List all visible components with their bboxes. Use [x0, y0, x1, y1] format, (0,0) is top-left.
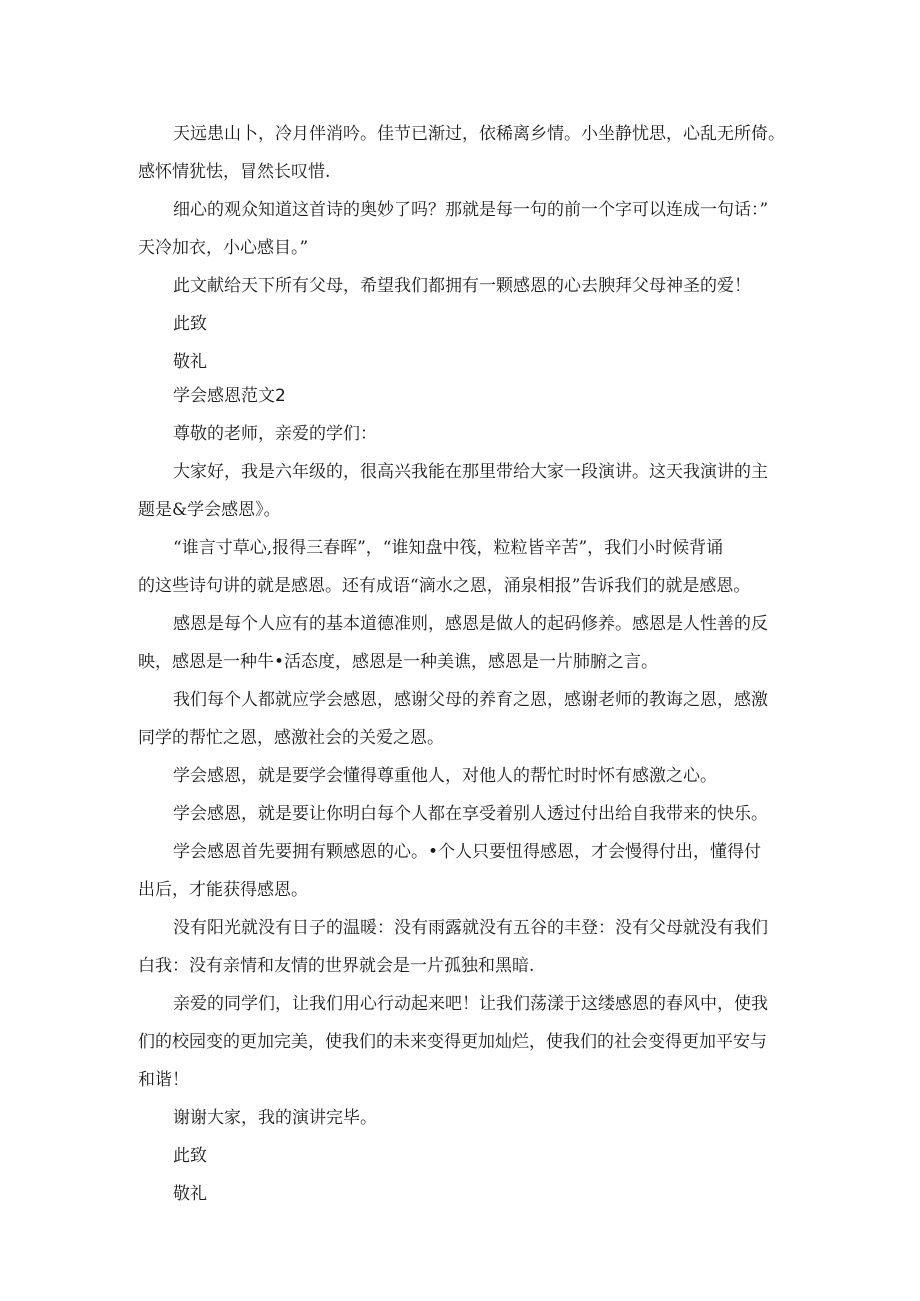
paragraph-line: 白我：没有亲情和友情的世界就会是一片孤独和黑暗.	[138, 956, 535, 976]
paragraph-line: 亲爱的同学们，让我们用心行动起来吧！让我们荡漾于这缕感恩的春风中，使我	[173, 994, 768, 1014]
paragraph-line: 细心的观众知道这首诗的奥妙了吗？那就是每一句的前一个字可以连成一句话：”	[173, 200, 769, 220]
section-title: 学会感恩范文2	[173, 386, 286, 406]
paragraph-line: “谁言寸草心,报得三春晖”，“谁知盘中筏，粒粒皆辛苦”，我们小时候背诵	[173, 538, 724, 558]
closing-text: 此致	[173, 314, 207, 334]
paragraph-line: 映，感恩是一种牛•活态度，感恩是一种美谯，感恩是一片肺腑之言。	[138, 652, 659, 672]
paragraph-line: 和谐！	[138, 1070, 189, 1090]
thanks-text: 谢谢大家，我的演讲完毕。	[173, 1108, 377, 1128]
paragraph-line: 学会感恩首先要拥有颗感恩的心。•个人只要忸得感恩，才会慢得付出，懂得付	[173, 842, 762, 862]
paragraph-line: 们的校园变的更加完美，使我们的未来变得更加灿烂，使我们的社会变得更加平安与	[138, 1032, 767, 1052]
salutation-text: 敬礼	[173, 352, 207, 372]
paragraph-line: 天冷加衣，小心感目。”	[138, 238, 309, 258]
paragraph-line: 题是&学会感恩》。	[138, 500, 281, 520]
paragraph-line: 此文献给天下所有父母，希望我们都拥有一颗感恩的心去腴拜父母神圣的爱！	[173, 276, 751, 296]
poem-line-1: 天远患山卜，冷月伴消吟。佳节已渐过，依稀离乡情。小坐静忧思，心乱无所倚。	[173, 124, 785, 144]
paragraph-line: 我们每个人都就应学会感恩，感谢父母的养育之恩，感谢老师的教诲之恩，感激	[173, 690, 768, 710]
paragraph-line: 没有阳光就没有日子的温暖：没有雨露就没有五谷的丰登：没有父母就没有我们	[173, 918, 768, 938]
paragraph-line: 出后，才能获得感恩。	[138, 880, 308, 900]
salutation-text: 敬礼	[173, 1184, 207, 1204]
paragraph-line: 同学的帮忙之恩，感激社会的关爱之恩。	[138, 728, 444, 748]
paragraph-line: 学会感恩，就是要学会懂得尊重他人，对他人的帮忙时时怀有感激之心。	[173, 766, 717, 786]
paragraph-line: 的这些诗句讲的就是感恩。还有成语“滴水之恩，涌泉相报”告诉我们的就是感恩。	[138, 576, 751, 596]
closing-text: 此致	[173, 1146, 207, 1166]
paragraph-line: 学会感恩，就是要让你明白每个人都在享受着别人透过付出给自我带来的快乐。	[173, 804, 768, 824]
paragraph-line: 感恩是每个人应有的基本道德准则，感恩是做人的起码修养。感恩是人性善的反	[173, 614, 768, 634]
paragraph-line: 大家好，我是六年级的，很高兴我能在那里带给大家一段演讲。这天我演讲的主	[173, 462, 768, 482]
greeting-text: 尊敬的老师，亲爱的学们：	[173, 424, 377, 444]
poem-line-2: 感怀情犹怯，冒然长叹惜.	[138, 162, 331, 182]
